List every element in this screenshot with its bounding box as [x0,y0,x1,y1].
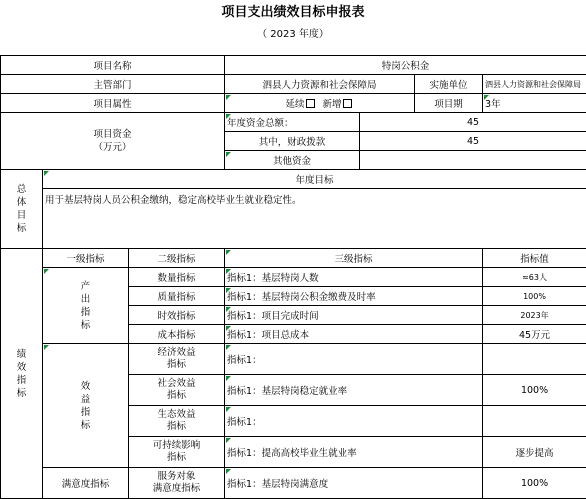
row-overall-text [1,189,586,249]
row-overall-header [1,170,586,189]
overall-target-label: 总 体 目 标 [1,170,43,249]
satisfaction-indicator-label: 满意度指标 [43,468,129,499]
period-value[interactable]: 3年 [483,94,586,113]
fund-fiscal-label: 其中，财政拨款 [225,132,360,151]
level2-cell: 质量指标 [129,287,225,306]
level2-cell: 经济效益 指标 [129,344,225,375]
attr-new-label: 新增 [323,99,342,110]
row-perf-header [1,249,586,268]
fund-other-label: 其他资金 [225,151,360,170]
row-fund-total [1,113,586,132]
indicator-row [1,468,586,499]
level2-cell: 可持续影响 指标 [129,437,225,468]
form-title: 项目支出绩效目标申报表 [0,0,586,26]
row-dept [1,75,586,94]
fund-total-label: 年度资金总额： [225,113,360,132]
value-cell[interactable]: 100% [483,375,586,406]
value-cell[interactable] [483,406,586,437]
value-cell[interactable]: 100% [483,287,586,306]
attr-continue-checkbox[interactable] [306,99,315,108]
row-attr [1,94,586,113]
dept-value[interactable]: 泗县人力资源和社会保障局 [225,75,415,94]
level2-cell: 社会效益 指标 [129,375,225,406]
performance-indicator-label: 绩 效 指 标 [1,249,43,499]
level2-cell: 时效指标 [129,306,225,325]
annual-target-text[interactable]: 用于基层特岗人员公积金缴纳，稳定高校毕业生就业稳定性。 [43,189,586,249]
attr-options [225,94,415,113]
benefit-indicator-label: 效 益 指 标 [43,344,129,468]
level3-cell[interactable]: 指标1：项目总成本 [225,325,483,344]
fund-fiscal-value[interactable]: 45 [360,132,586,151]
value-cell[interactable]: ≈63人 [483,268,586,287]
level2-cell: 生态效益 指标 [129,406,225,437]
col-value-header: 指标值 [483,249,586,268]
col-level2-header: 二级指标 [129,249,225,268]
attr-label: 项目属性 [1,94,225,113]
annual-target-header: 年度目标 [43,170,586,189]
form-year: （ 2023 年度） [0,26,586,44]
unit-value[interactable]: 泗县人力资源和社会保障局 [483,75,586,94]
col-level3-header: 三级指标 [225,249,483,268]
level2-cell: 成本指标 [129,325,225,344]
indicator-row [1,268,586,287]
fund-other-value[interactable] [360,151,586,170]
value-cell[interactable] [483,344,586,375]
indicator-row [1,344,586,375]
level2-cell: 数量指标 [129,268,225,287]
fund-label: 项目资金 （万元） [1,113,225,170]
level3-cell[interactable]: 指标1： [225,344,483,375]
fund-total-value[interactable]: 45 [360,113,586,132]
level3-cell[interactable]: 指标1：提高高校毕业生就业率 [225,437,483,468]
level3-cell[interactable]: 指标1：基层特岗满意度 [225,468,483,499]
value-cell[interactable]: 逐步提高 [483,437,586,468]
level3-cell[interactable]: 指标1：基层特岗稳定就业率 [225,375,483,406]
level3-cell[interactable]: 指标1：项目完成时间 [225,306,483,325]
row-project-name [1,56,586,75]
period-label: 项目期 [415,94,483,113]
value-cell[interactable]: 45万元 [483,325,586,344]
unit-label: 实施单位 [415,75,483,94]
project-name-label: 项目名称 [1,56,225,75]
level3-cell[interactable]: 指标1： [225,406,483,437]
attr-continue-label: 延续 [285,99,304,110]
project-name-value[interactable]: 特岗公积金 [225,56,586,75]
value-cell[interactable]: 100% [483,468,586,499]
output-indicator-label: 产 出 指 标 [43,268,129,344]
level3-cell[interactable]: 指标1：基层特岗人数 [225,268,483,287]
performance-target-table [0,55,586,499]
attr-new-checkbox[interactable] [343,99,352,108]
level3-cell[interactable]: 指标1：基层特岗公积金缴费及时率 [225,287,483,306]
dept-label: 主管部门 [1,75,225,94]
value-cell[interactable]: 2023年 [483,306,586,325]
col-level1-header: 一级指标 [43,249,129,268]
level2-cell: 服务对象 满意度指标 [129,468,225,499]
